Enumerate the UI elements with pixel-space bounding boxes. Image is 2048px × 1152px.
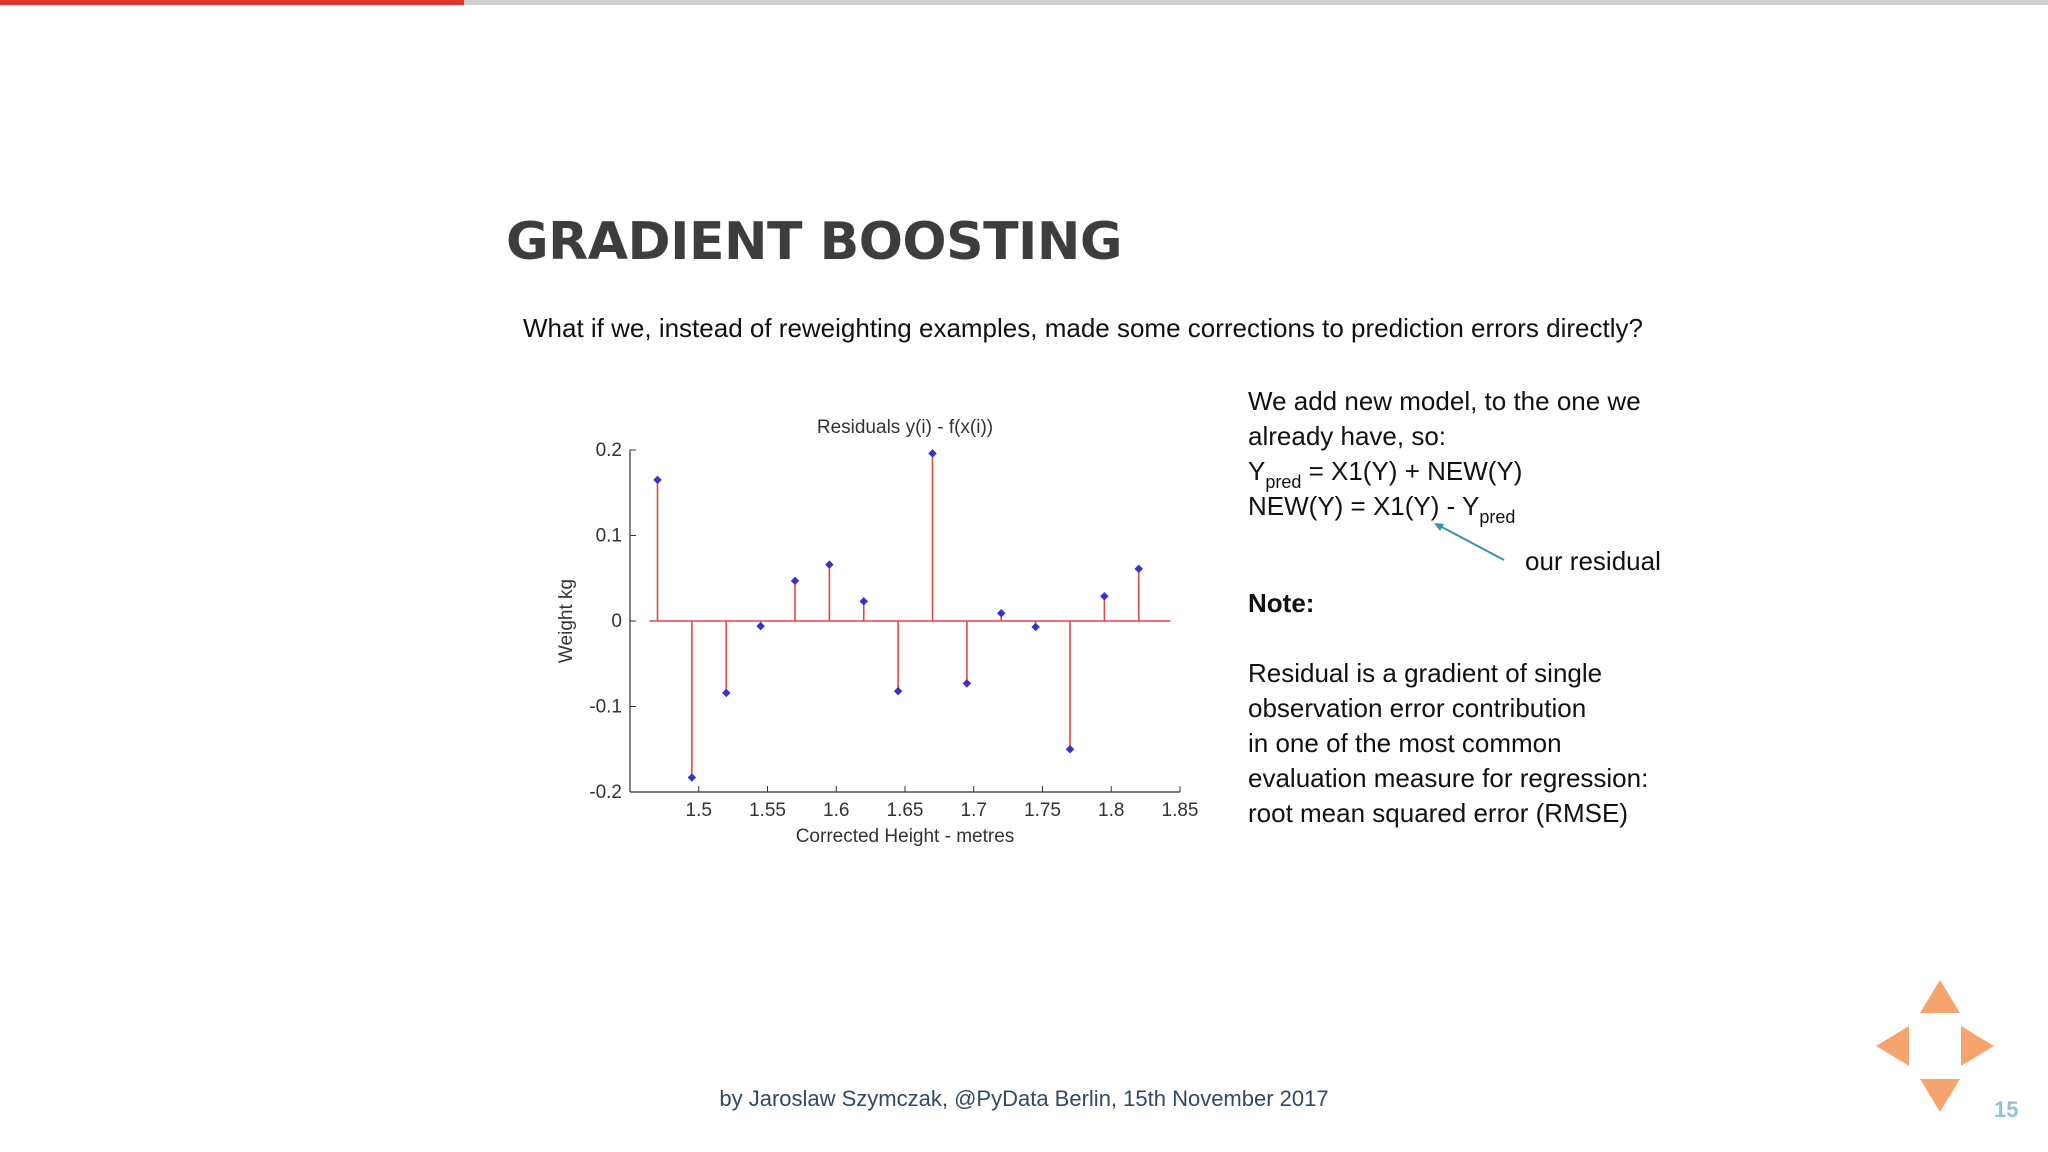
stem-marker (860, 597, 868, 605)
navigation-controls (1870, 976, 2000, 1116)
stem-marker (997, 609, 1005, 617)
arrow-left-icon[interactable] (1876, 1026, 1909, 1066)
x-tick-label: 1.5 (685, 800, 712, 821)
y-tick-label: 0.2 (595, 440, 622, 461)
equation-2-subscript: pred (1479, 507, 1516, 527)
explanation-line-2: already have, so: (1248, 421, 1447, 451)
stem-marker (1100, 592, 1108, 600)
residual-label: our residual (1525, 546, 1661, 576)
y-axis-label: Weight kg (556, 578, 577, 664)
note-title: Note: (1248, 588, 1315, 618)
x-tick-label: 1.7 (960, 800, 987, 821)
y-tick-label: 0.1 (595, 525, 622, 547)
explanation-column (1248, 384, 1748, 831)
page-number: 15 (1994, 1097, 2019, 1122)
equation-1-subscript: pred (1265, 472, 1302, 492)
arrow-up-icon[interactable] (1920, 980, 1960, 1013)
note-line-5: root mean squared error (RMSE) (1248, 798, 1629, 828)
stem-marker (688, 773, 696, 781)
progress-fill (0, 0, 464, 5)
stem-marker (825, 560, 833, 568)
note-line-4: evaluation measure for regression: (1248, 763, 1649, 793)
footer-credit: by Jaroslaw Szymczak, @PyData Berlin, 15th November 2017 (719, 1086, 1329, 1111)
arrow-down-icon[interactable] (1920, 1079, 1960, 1112)
x-tick-label: 1.85 (1161, 800, 1199, 821)
equation-1 (1248, 454, 1748, 492)
y-tick-label: -0.2 (589, 782, 622, 803)
annotation-arrow-line (1438, 525, 1504, 560)
x-tick-label: 1.65 (886, 800, 924, 821)
x-tick-label: 1.75 (1024, 800, 1061, 821)
equation-1-y: Y (1248, 456, 1266, 486)
y-tick-label: -0.1 (589, 696, 622, 718)
x-tick-label: 1.55 (749, 800, 786, 821)
stem-marker (928, 449, 936, 457)
x-tick-label: 1.6 (823, 800, 850, 821)
note-line-2: observation error contribution (1248, 693, 1587, 723)
stem-marker (791, 577, 799, 585)
stem-marker (653, 476, 661, 484)
progress-track (0, 0, 2048, 5)
stem-marker (894, 687, 902, 695)
residuals-chart (540, 400, 1220, 860)
x-tick-label: 1.8 (1098, 800, 1125, 821)
equation-2-lhs: NEW(Y) = X1(Y) - Y (1248, 491, 1480, 521)
stem-marker (756, 622, 764, 630)
stem-marker (1135, 565, 1143, 573)
explanation-line-1: We add new model, to the one we (1248, 386, 1641, 416)
arrow-right-icon[interactable] (1961, 1026, 1994, 1066)
stem-marker (722, 689, 730, 697)
stem-marker (1031, 623, 1039, 631)
residual-annotation-arrow (1420, 518, 1520, 566)
note-line-1: Residual is a gradient of single (1248, 658, 1603, 688)
slide-title: GRADIENT BOOSTING (506, 212, 1123, 272)
x-axis-label: Corrected Height - metres (795, 826, 1015, 847)
chart-title: Residuals y(i) - f(x(i)) (816, 417, 994, 438)
slide-subtitle: What if we, instead of reweighting examples, made some corrections to prediction errors directly? (523, 313, 1643, 343)
y-tick-label: 0 (611, 611, 622, 632)
equation-1-rest: = X1(Y) + NEW(Y) (1301, 456, 1523, 486)
stem-marker (963, 679, 971, 687)
stem-marker (1066, 745, 1074, 753)
note-line-3: in one of the most common (1248, 728, 1562, 758)
